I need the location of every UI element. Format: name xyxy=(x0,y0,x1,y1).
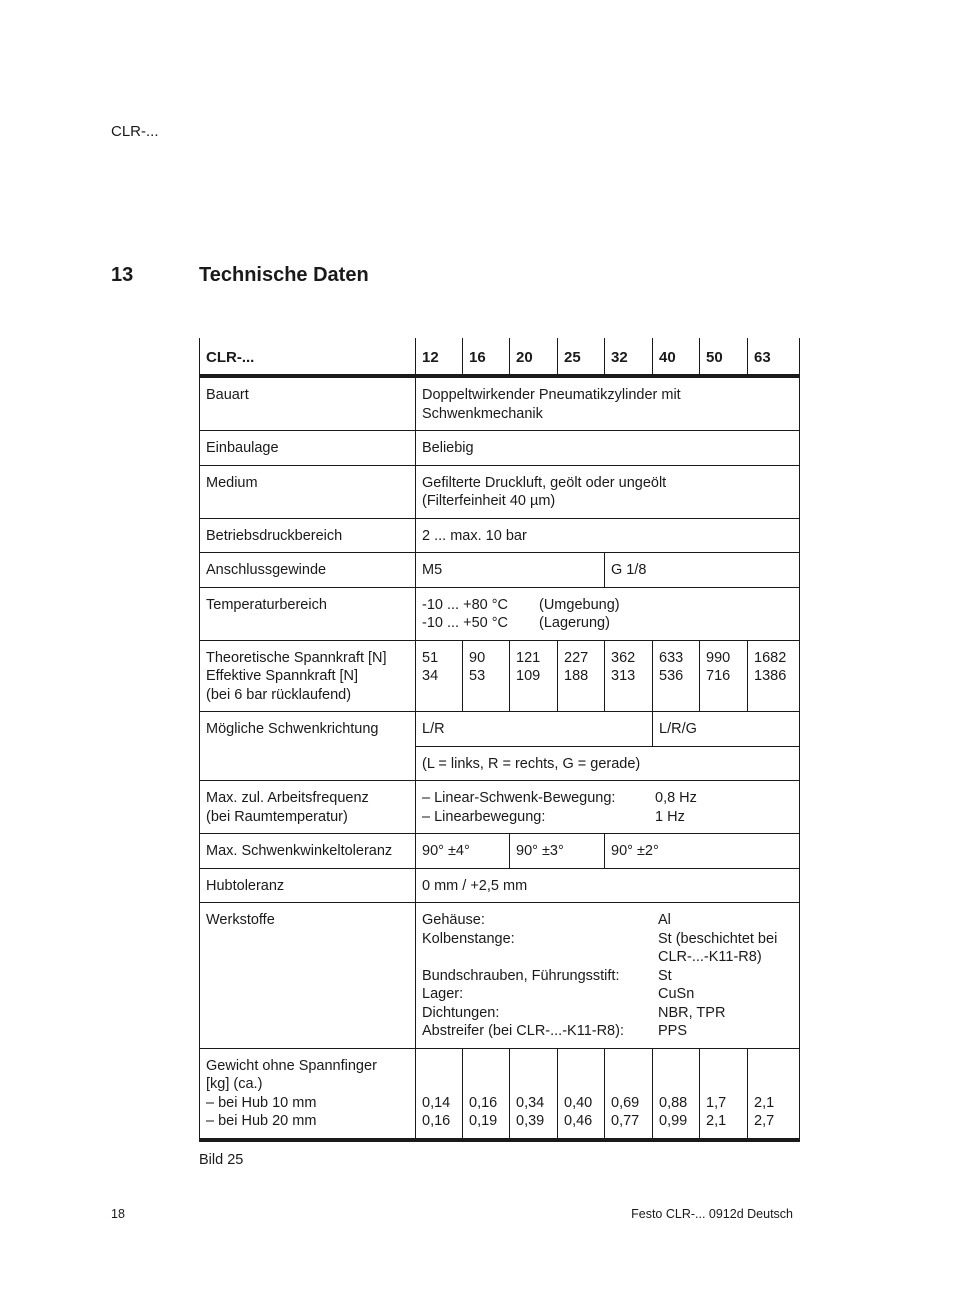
material-part: Lager: xyxy=(422,986,464,1002)
row-label: Max. Schwenkwinkeltoleranz xyxy=(200,834,416,869)
text-line: Doppeltwirkender Pneumatikzylinder mit xyxy=(422,387,681,403)
weight-hub20: 0,16 xyxy=(422,1113,451,1129)
row-value: Beliebig xyxy=(416,431,800,466)
material-item xyxy=(422,948,793,967)
force-effective: 109 xyxy=(516,668,541,684)
weight-cell xyxy=(558,1048,605,1140)
force-cell xyxy=(748,640,800,712)
force-theoretical: 362 xyxy=(611,649,636,666)
text-line: – bei Hub 10 mm xyxy=(206,1094,317,1111)
text-line: Gefilterte Druckluft, geölt oder ungeölt xyxy=(422,474,667,491)
weight-hub10: 0,40 xyxy=(564,1094,593,1111)
temp-note: (Umgebung) xyxy=(539,596,620,613)
weight-cell xyxy=(510,1048,558,1140)
row-label: Bauart xyxy=(200,376,416,431)
weight-cell xyxy=(605,1048,653,1140)
row-gewicht xyxy=(200,1048,800,1140)
material-value: PPS xyxy=(658,1023,688,1039)
material-item xyxy=(422,985,793,1004)
material-value: CLR-...-K11-R8) xyxy=(658,949,762,965)
material-item xyxy=(422,930,793,949)
material-item xyxy=(422,911,793,930)
section-number: 13 xyxy=(111,264,134,286)
row-werkstoffe xyxy=(200,903,800,1049)
row-value: 90° ±2° xyxy=(605,834,800,869)
row-bauart xyxy=(200,376,800,431)
row-arbeitsfrequenz xyxy=(200,781,800,834)
weight-cell xyxy=(653,1048,700,1140)
force-theoretical: 227 xyxy=(564,649,589,666)
weight-hub20: 0,46 xyxy=(564,1113,593,1129)
force-cell xyxy=(510,640,558,712)
material-item xyxy=(422,967,793,986)
weight-hub20: 2,7 xyxy=(754,1113,775,1129)
weight-hub20: 0,19 xyxy=(469,1113,498,1129)
row-value xyxy=(416,465,800,518)
temp-range: -10 ... +50 °C xyxy=(422,615,508,631)
row-temperatur xyxy=(200,587,800,640)
material-part: Dichtungen: xyxy=(422,1004,500,1021)
header-size: 25 xyxy=(558,338,605,376)
force-cell xyxy=(605,640,653,712)
row-medium xyxy=(200,465,800,518)
header-size: 32 xyxy=(605,338,653,376)
freq-value: 1 Hz xyxy=(655,808,685,825)
row-label: Temperaturbereich xyxy=(200,587,416,640)
weight-hub20: 0,99 xyxy=(659,1113,688,1129)
freq-item xyxy=(422,808,793,827)
weight-cell xyxy=(700,1048,748,1140)
row-label xyxy=(200,781,416,834)
technical-data-table xyxy=(199,338,800,1142)
weight-hub10: 0,69 xyxy=(611,1094,640,1111)
force-cell xyxy=(416,640,463,712)
material-value: St (beschichtet bei xyxy=(658,930,778,947)
row-value xyxy=(416,376,800,431)
force-theoretical: 121 xyxy=(516,649,541,666)
material-part: Gehäuse: xyxy=(422,912,485,928)
row-value: L/R/G xyxy=(653,712,800,747)
freq-value: 0,8 Hz xyxy=(655,790,697,806)
row-value: L/R xyxy=(416,712,653,747)
page-number: 18 xyxy=(111,1207,125,1221)
force-effective: 1386 xyxy=(754,668,787,684)
force-effective: 313 xyxy=(611,668,636,684)
text-line: – bei Hub 20 mm xyxy=(206,1113,317,1129)
row-value xyxy=(416,781,800,834)
material-value: Al xyxy=(658,912,671,928)
weight-cell xyxy=(463,1048,510,1140)
material-value: CuSn xyxy=(658,986,695,1002)
text-line xyxy=(422,596,793,615)
text-line xyxy=(422,614,793,633)
text-line: Schwenkmechanik xyxy=(422,405,543,422)
weight-hub10: 0,16 xyxy=(469,1094,498,1111)
weight-hub10: 0,14 xyxy=(422,1094,451,1111)
row-value: 0 mm / +2,5 mm xyxy=(416,868,800,903)
row-label: Hubtoleranz xyxy=(200,868,416,903)
header-size: 20 xyxy=(510,338,558,376)
header-size: 12 xyxy=(416,338,463,376)
weight-hub10: 1,7 xyxy=(706,1094,727,1111)
force-effective: 536 xyxy=(659,668,684,684)
row-label: Werkstoffe xyxy=(200,903,416,1049)
row-anschluss xyxy=(200,553,800,588)
row-hubtoleranz xyxy=(200,868,800,903)
table-header-row xyxy=(200,338,800,376)
material-value: NBR, TPR xyxy=(658,1004,726,1021)
row-label: Medium xyxy=(200,465,416,518)
force-theoretical: 1682 xyxy=(754,649,787,666)
force-theoretical: 90 xyxy=(469,649,486,666)
force-cell xyxy=(463,640,510,712)
weight-hub20: 0,77 xyxy=(611,1113,640,1129)
row-value: M5 xyxy=(416,553,605,588)
weight-hub10: 0,34 xyxy=(516,1094,545,1111)
temp-range: -10 ... +80 °C xyxy=(422,596,508,613)
footer-doc-info: Festo CLR-... 0912d Deutsch xyxy=(631,1207,793,1221)
text-line: [kg] (ca.) xyxy=(206,1076,263,1092)
weight-cell xyxy=(748,1048,800,1140)
text-line: (bei Raumtemperatur) xyxy=(206,808,348,825)
weight-hub10: 2,1 xyxy=(754,1094,775,1111)
force-cell xyxy=(558,640,605,712)
text-line: Effektive Spannkraft [N] xyxy=(206,668,359,684)
force-effective: 34 xyxy=(422,668,439,684)
row-value: 2 ... max. 10 bar xyxy=(416,518,800,553)
row-value xyxy=(416,587,800,640)
weight-cell xyxy=(416,1048,463,1140)
material-part: Abstreifer (bei CLR-...-K11-R8): xyxy=(422,1023,624,1039)
force-theoretical: 633 xyxy=(659,649,684,666)
row-label: Einbaulage xyxy=(200,431,416,466)
text-line: (bei 6 bar rücklaufend) xyxy=(206,686,352,703)
force-effective: 716 xyxy=(706,668,731,684)
row-value: 90° ±4° xyxy=(416,834,510,869)
force-theoretical: 990 xyxy=(706,649,731,666)
force-effective: 53 xyxy=(469,668,486,684)
material-part xyxy=(422,948,658,967)
row-schwenkrichtung xyxy=(200,712,800,747)
text-line: (Filterfeinheit 40 µm) xyxy=(422,493,556,509)
row-betriebsdruck xyxy=(200,518,800,553)
header-size: 50 xyxy=(700,338,748,376)
force-theoretical: 51 xyxy=(422,649,439,666)
section-title: Technische Daten xyxy=(199,264,369,286)
freq-name: – Linearbewegung: xyxy=(422,808,546,825)
row-spannkraft xyxy=(200,640,800,712)
text-line: Theoretische Spannkraft [N] xyxy=(206,649,387,666)
force-cell xyxy=(700,640,748,712)
force-cell xyxy=(653,640,700,712)
material-item xyxy=(422,1022,793,1041)
weight-hub20: 2,1 xyxy=(706,1113,727,1129)
header-size: 63 xyxy=(748,338,800,376)
running-head: CLR-... xyxy=(111,123,159,140)
weight-hub10: 0,88 xyxy=(659,1094,688,1111)
text-line: Gewicht ohne Spannfinger xyxy=(206,1057,377,1074)
row-value: (L = links, R = rechts, G = gerade) xyxy=(416,746,800,781)
material-part: Kolbenstange: xyxy=(422,930,515,947)
row-value: G 1/8 xyxy=(605,553,800,588)
weight-hub20: 0,39 xyxy=(516,1113,545,1129)
header-size: 16 xyxy=(463,338,510,376)
material-part: Bundschrauben, Führungsstift: xyxy=(422,967,620,984)
row-winkeltoleranz xyxy=(200,834,800,869)
text-line: Max. zul. Arbeitsfrequenz xyxy=(206,790,369,806)
row-label: Mögliche Schwenkrichtung xyxy=(200,712,416,781)
freq-item xyxy=(422,789,793,808)
row-label xyxy=(200,1048,416,1140)
material-item xyxy=(422,1004,793,1023)
temp-note: (Lagerung) xyxy=(539,615,610,631)
material-value: St xyxy=(658,967,672,984)
row-einbaulage xyxy=(200,431,800,466)
header-label: CLR-... xyxy=(200,338,416,376)
header-size: 40 xyxy=(653,338,700,376)
force-effective: 188 xyxy=(564,668,589,684)
row-label: Betriebsdruckbereich xyxy=(200,518,416,553)
row-value: 90° ±3° xyxy=(510,834,605,869)
row-label xyxy=(200,640,416,712)
row-value xyxy=(416,903,800,1049)
row-label: Anschlussgewinde xyxy=(200,553,416,588)
figure-caption: Bild 25 xyxy=(199,1152,244,1168)
freq-name: – Linear-Schwenk-Bewegung: xyxy=(422,790,616,806)
